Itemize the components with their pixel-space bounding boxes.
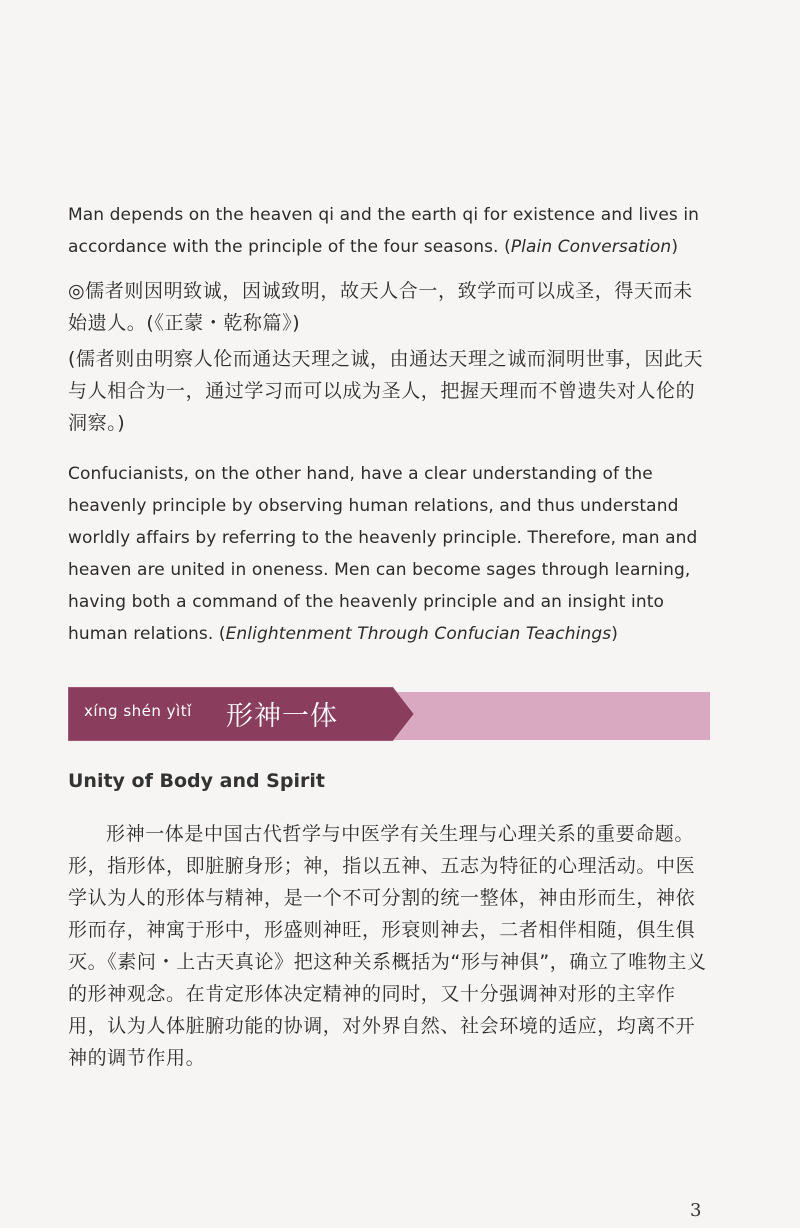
quote-2-close: ): [611, 624, 618, 644]
section-body-chinese: 形神一体是中国古代哲学与中医学有关生理与心理关系的重要命题。形，指形体，即脏腑身形；神，指以五神、五志为特征的心理活动。中医学认为人的形体与精神，是一个不可分割的统一整体，神由形而生，神依形而存，神寓于形中，形盛则神旺，形衰则神去，二者相伴相随，俱生俱灭。《素问・上古天真论》把这种关系概括为“形与神俱”，确立了唯物主义的形神观念。在肯定形体决定精神的同时，又十分强调神对形的主宰作用，认为人体脏腑功能的协调，对外界自然、社会环境的适应，均离不开神的调节作用。: [68, 823, 707, 1069]
quote-1-close: ): [671, 237, 679, 257]
quote-1-text: Man depends on the heaven qi and the earth qi for existence and lives in accordance with the principle of the four seasons. (: [68, 205, 700, 257]
section-title: Unity of Body and Spirit: [68, 770, 325, 792]
quote-2-chinese: ◎儒者则因明致诚，因诚致明，故天人合一，致学而可以成圣，得天而未始遗人。(《正蒙・乾称篇》): [68, 280, 693, 334]
page-number: 3: [690, 1200, 702, 1221]
quote-1-source: Plain Conversation: [510, 237, 672, 257]
quote-2-source: Enlightenment Through Confucian Teachings: [225, 624, 612, 644]
banner-chinese-title: 形神一体: [226, 701, 338, 732]
banner-pinyin: xíng shén yìtǐ: [84, 702, 192, 720]
banner-light-bar: [368, 692, 710, 740]
quote-2-english: [68, 458, 710, 650]
quote-1-english: [68, 199, 710, 263]
section-banner: [68, 686, 710, 744]
quote-2-text: Confucianists, on the other hand, have a clear understanding of the heavenly principle by observing human relations, and thus understand worldly affairs by referring to the heavenly principle. Therefore, man and heaven are united in oneness. Men can become sages through learning, having both a command of the heavenly principle and an insight into human relations. (: [68, 464, 698, 644]
quote-2-modern-translation: (儒者则由明察人伦而通达天理之诚，由通达天理之诚而洞明世事，因此天与人相合为一，通过学习而可以成为圣人，把握天理而不曾遗失对人伦的洞察。): [68, 348, 704, 434]
